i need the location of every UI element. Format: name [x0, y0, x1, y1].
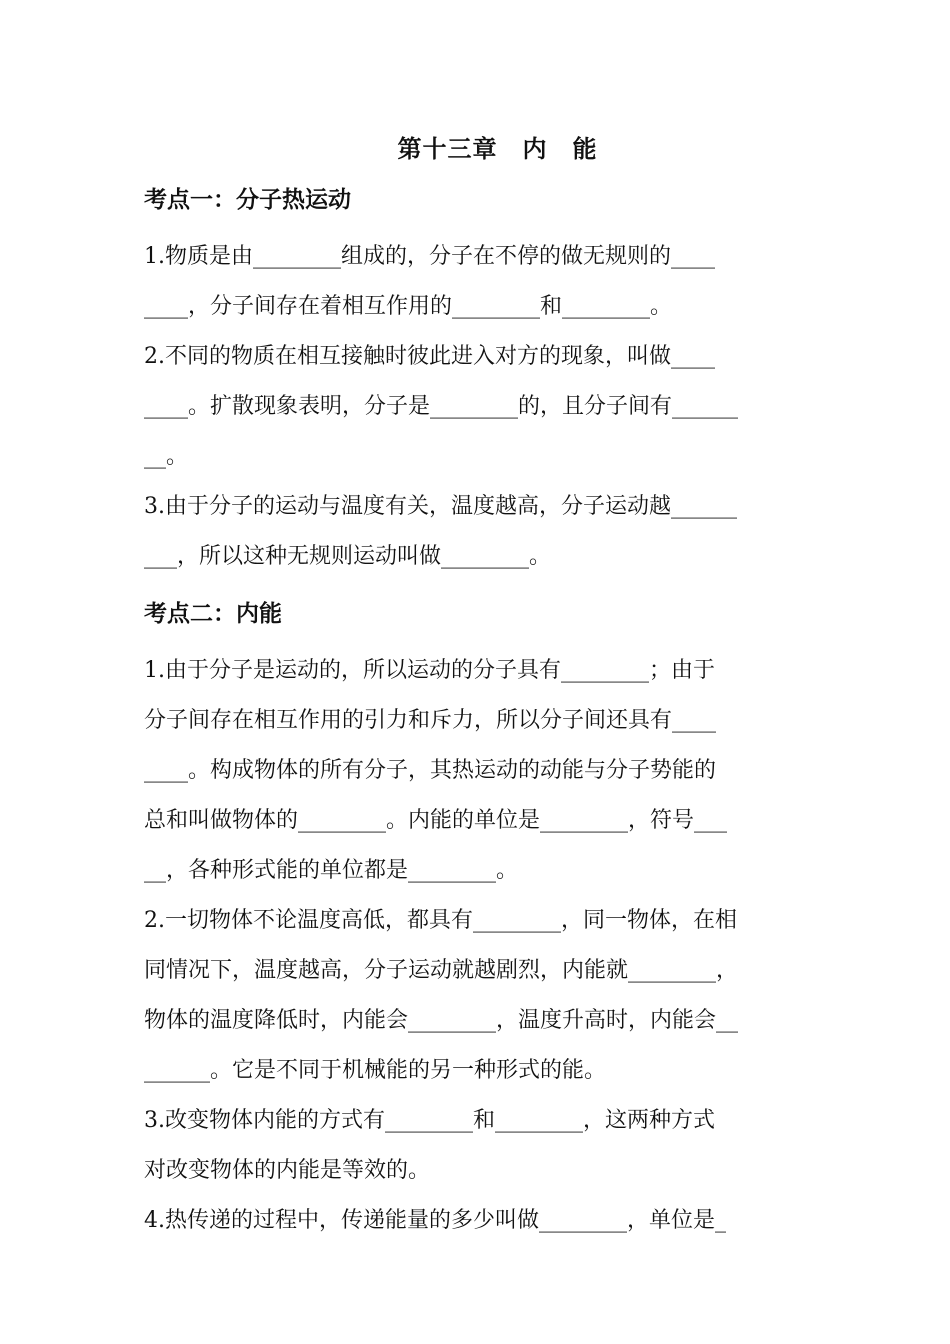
text-line: ____，分子间存在着相互作用的________和________。 [144, 294, 673, 319]
text-line: 3.由于分子的运动与温度有关，温度越高，分子运动越______ [144, 494, 737, 519]
text-line: 同情况下，温度越高，分子运动就越剧烈，内能就________， [144, 958, 739, 983]
text-line: ______。它是不同于机械能的另一种形式的能。 [144, 1058, 607, 1083]
chapter-title: 第十三章 内 能 [397, 134, 598, 163]
text-line: 4.热传递的过程中，传递能量的多少叫做________，单位是_ [144, 1208, 726, 1233]
text-line: 物体的温度降低时，内能会________，温度升高时，内能会__ [144, 1008, 739, 1033]
text-line: ____。构成物体的所有分子，其热运动的动能与分子势能的 [144, 758, 717, 783]
text-line: 2.不同的物质在相互接触时彼此进入对方的现象，叫做____ [144, 344, 715, 369]
text-line: __。 [144, 444, 189, 469]
text-line: ____。扩散现象表明，分子是________的，且分子间有______ [144, 394, 739, 419]
text-line: ___，所以这种无规则运动叫做________。 [144, 544, 552, 569]
text-line: 3.改变物体内能的方式有________和________，这两种方式 [144, 1108, 715, 1133]
document-body [144, 182, 808, 1246]
text-line: 总和叫做物体的________。内能的单位是________，符号___ [144, 808, 728, 833]
text-line: 2.一切物体不论温度高低，都具有________，同一物体，在相 [144, 908, 737, 933]
text-line: 分子间存在相互作用的引力和斥力，所以分子间还具有____ [144, 708, 717, 733]
section-heading-2: 考点二：内能 [144, 600, 282, 627]
text-line: __，各种形式能的单位都是________。 [144, 858, 519, 883]
text-line: 1.物质是由________组成的，分子在不停的做无规则的____ [144, 244, 715, 269]
text-line: 对改变物体的内能是等效的。 [144, 1158, 431, 1183]
section-heading-1: 考点一：分子热运动 [144, 186, 351, 213]
text-line: 1.由于分子是运动的，所以运动的分子具有________；由于 [144, 658, 715, 683]
